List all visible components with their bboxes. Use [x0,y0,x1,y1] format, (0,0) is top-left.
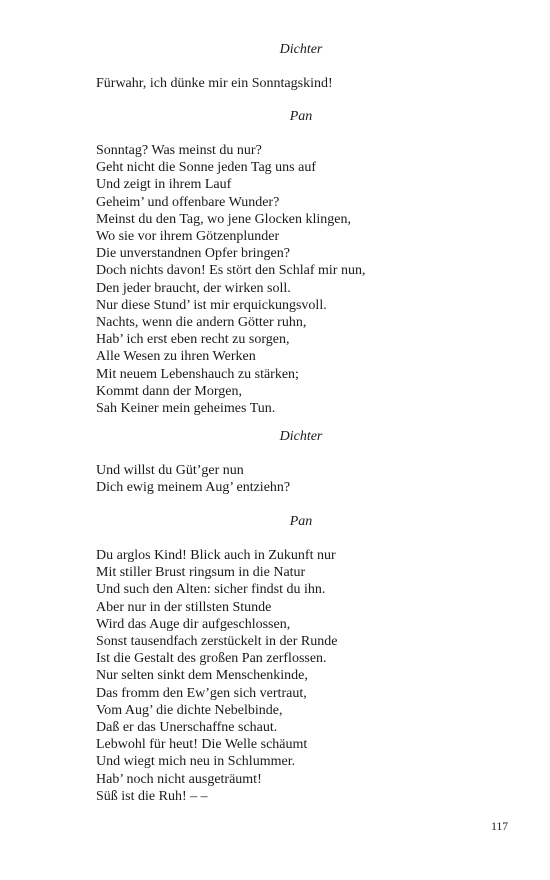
verse-line: Vom Aug’ die dichte Nebelbinde, [96,702,283,718]
verse-line: Nur selten sinkt dem Menschenkinde, [96,668,308,684]
speaker-heading: Dichter [279,429,323,444]
verse-line: Nur diese Stund’ ist mir erquickungsvoll. [96,297,327,313]
verse-line: Du arglos Kind! Blick auch in Zukunft nur [96,548,336,563]
verse-line: Geheim’ und offenbare Wunder? [96,194,280,210]
verse-line: Und wiegt mich neu in Schlummer. [96,754,296,770]
verse-line: Nachts, wenn die andern Götter ruhn, [96,315,307,331]
verse-line: Wo sie vor ihrem Götzenplunder [96,229,280,245]
verse-line: Und such den Alten: sicher findst du ihn. [96,582,326,598]
speaker-heading: Dichter [279,42,323,57]
verse-line: Das fromm den Ew’gen sich vertraut, [96,685,307,701]
verse-line: Mit stiller Brust ringsum in die Natur [96,565,306,581]
verse-line: Fürwahr, ich dünke mir ein Sonntagskind! [96,76,333,91]
verse-stanza [96,142,365,417]
verse-line: Kommt dann der Morgen, [96,383,242,399]
verse-line: Und willst du Güt’ger nun [96,463,244,478]
verse-line: Ist die Gestalt des großen Pan zerflossen. [96,651,327,667]
verse-stanza [96,547,337,805]
verse-line: Geht nicht die Sonne jeden Tag uns auf [96,160,316,176]
verse-stanza [96,462,290,496]
verse-stanza [96,75,333,92]
page-number: 117 [491,821,508,833]
verse-line: Meinst du den Tag, wo jene Glocken klingen, [96,211,351,227]
speaker-heading: Pan [289,109,313,124]
speaker-heading: Pan [289,514,313,529]
verse-line: Doch nichts davon! Es stört den Schlaf mir nun, [96,263,366,279]
verse-line: Alle Wesen zu ihren Werken [96,349,256,365]
verse-line: Mit neuem Lebenshauch zu stärken; [96,366,299,382]
verse-line: Daß er das Unerschaffne schaut. [96,720,278,736]
verse-line: Sonntag? Was meinst du nur? [96,143,262,158]
verse-line: Hab’ noch nicht ausgeträumt! [96,771,262,787]
verse-line: Süß ist die Ruh! – – [96,788,208,804]
verse-line: Sah Keiner mein geheimes Tun. [96,401,276,417]
verse-line: Dich ewig meinem Aug’ entziehn? [96,480,291,496]
verse-line: Wird das Auge dir aufgeschlossen, [96,616,291,632]
verse-line: Lebwohl für heut! Die Welle schäumt [96,737,308,753]
verse-line: Sonst tausendfach zerstückelt in der Runde [96,634,338,650]
verse-line: Die unverstandnen Opfer bringen? [96,246,290,262]
verse-line: Und zeigt in ihrem Lauf [96,177,232,193]
verse-line: Hab’ ich erst eben recht zu sorgen, [96,332,290,348]
verse-line: Aber nur in der stillsten Stunde [96,599,272,615]
verse-line: Den jeder braucht, der wirken soll. [96,280,291,296]
